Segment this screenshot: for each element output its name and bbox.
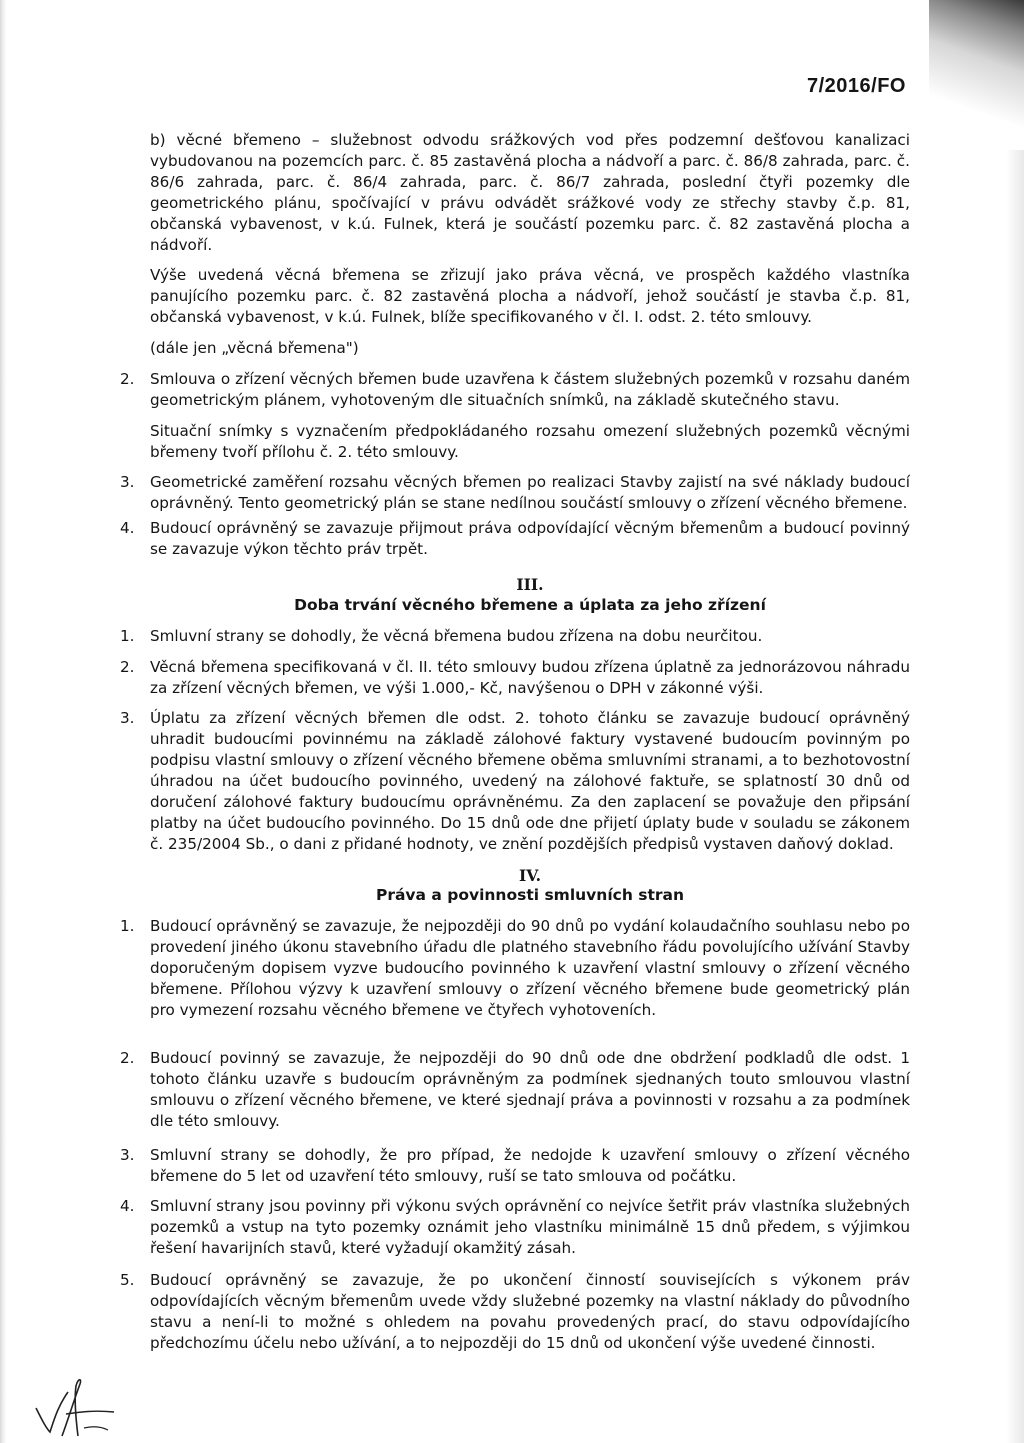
item-number: 3.: [120, 709, 135, 727]
section-4-item-2: [150, 1048, 910, 1132]
section-4-item-1: [150, 916, 910, 1021]
section-4-item-3-text: Smluvní strany se dohodly, že pro případ, že nedojde k uzavření smlouvy o zřízení věcného břemene do 5 let od uzavření této smlouvy, ruší se tato smlouva od počátku.: [150, 1146, 910, 1185]
section-3-item-3: [150, 708, 910, 855]
item-number: 2.: [120, 370, 135, 388]
handwritten-initials-icon: [28, 1370, 128, 1440]
section-4-item-3: [150, 1145, 910, 1187]
item-3: [150, 472, 910, 514]
section-4-title: Práva a povinnosti smluvních stran: [375, 886, 685, 904]
section-4-item-4: [150, 1196, 910, 1259]
item-number: 1.: [120, 627, 135, 645]
paragraph-beneficiary: [150, 265, 910, 328]
paragraph-definition-text: (dále jen „věcná břemena"): [150, 339, 359, 357]
section-3-item-2: [150, 657, 910, 699]
item-4-text: Budoucí oprávněný se zavazuje přijmout práva odpovídající věcným břemenům a budoucí povinný se zavazuje výkon těchto práv trpět.: [150, 519, 910, 558]
section-3-item-1: [150, 626, 910, 647]
scan-edge-left: [0, 0, 7, 1443]
section-4-item-1-text: Budoucí oprávněný se zavazuje, že nejpozději do 90 dnů po vydání kolaudačního souhlasu nebo po provedení jiného úkonu stavebního úřadu dle platného stavebního řádu povolujícího užívání Stavby doporučeným dopisem vyzve budoucího povinného k uzavření vlastní smlouvy o zřízení věcného břemene. Přílohou výzvy k uzavření smlouvy o zřízení věcného břemene bude geometrický plán pro vymezení rozsahu věcného břemene ve čtyřech vyhotoveních.: [150, 917, 910, 1019]
item-4: [150, 518, 910, 560]
item-number: 4.: [120, 1197, 135, 1215]
item-number: 2.: [120, 1049, 135, 1067]
item-number: 4.: [120, 519, 135, 537]
item-2-text: Smlouva o zřízení věcných břemen bude uzavřena k částem služebných pozemků v rozsahu daném geometrickým plánem, vyhotoveným dle situačních snímků, na základě skutečného stavu.: [150, 370, 910, 409]
section-4-item-2-text: Budoucí povinný se zavazuje, že nejpozději do 90 dnů ode dne obdržení podkladů dle odst. 1 tohoto článku uzavře s budoucím oprávněným za podmínek sjednaných touto smlouvou vlastní smlouvu o zřízení věcného břemene, ve které sjednají práva a povinnosti v rozsahu a za podmínek dle této smlouvy.: [150, 1049, 910, 1130]
section-3-item-1-text: Smluvní strany se dohodly, že věcná břemena budou zřízena na dobu neurčitou.: [150, 627, 763, 645]
item-number: 1.: [120, 917, 135, 935]
section-4-number: IV.: [519, 866, 541, 885]
item-2-extra-text: Situační snímky s vyznačením předpokládaného rozsahu omezení služebných pozemků věcnými břemeny tvoří přílohu č. 2. této smlouvy.: [150, 422, 910, 461]
section-4-item-5-text: Budoucí oprávněný se zavazuje, že po ukončení činností souvisejících s výkonem práv odpovídajících věcným břemenům uvede vždy služebné pozemky na vlastní náklady do původního stavu a není-li to možné s ohledem na povahu provedených prací, do stavu odpovídajícího předchozímu účelu nebo užívání, a to nejpozději do 15 dnů od ukončení výše uvedené činnosti.: [150, 1271, 910, 1352]
item-2: [150, 369, 910, 411]
section-3-item-2-text: Věcná břemena specifikovaná v čl. II. této smlouvy budou zřízena úplatně za jednorázovou náhradu za zřízení věcných břemen, ve výši 1.000,- Kč, navýšenou o DPH v zákonné výši.: [150, 658, 910, 697]
paragraph-beneficiary-text: Výše uvedená věcná břemena se zřizují jako práva věcná, ve prospěch každého vlastníka panujícího pozemku parc. č. 82 zastavěná plocha a nádvoří, jehož součástí je stavba č.p. 81, občanská vybavenost, v k.ú. Fulnek, blíže specifikovaného v čl. I. odst. 2. této smlouvy.: [150, 266, 910, 326]
section-3-number: III.: [516, 575, 544, 594]
paragraph-b-text: b) věcné břemeno – služebnost odvodu srážkových vod přes podzemní dešťovou kanalizaci vybudovanou na pozemcích parc. č. 85 zastavěná plocha a nádvoří a parc. č. 86/8 zahrada, parc. č. 86/6 zahrada, parc. č. 86/4 zahrada, parc. č. 86/7 zahrada, poslední čtyři pozemky dle geometrického plánu, spočívající v právu odvádět srážkové vody ze střechy stavby č.p. 81, občanská vybavenost, v k.ú. Fulnek, která je součástí pozemku parc. č. 82 zastavěná plocha a nádvoří.: [150, 131, 910, 254]
item-number: 3.: [120, 473, 135, 491]
document-number: 7/2016/FO: [806, 75, 906, 97]
item-2-extra: [150, 421, 910, 463]
section-4-item-4-text: Smluvní strany jsou povinny při výkonu svých oprávnění co nejvíce šetřit práv vlastníka služebných pozemků a vstup na tyto pozemky oznámit jeho vlastníku minimálně 15 dnů předem, s výjimkou řešení havarijních stavů, které vyžadují okamžitý zásah.: [150, 1197, 910, 1257]
scan-folded-corner: [929, 0, 1024, 150]
item-3-text: Geometrické zaměření rozsahu věcných břemen po realizaci Stavby zajistí na své náklady budoucí oprávněný. Tento geometrický plán se stane nedílnou součástí smlouvy o zřízení věcného břemene.: [150, 473, 910, 512]
item-number: 3.: [120, 1146, 135, 1164]
section-3-title: Doba trvání věcného břemene a úplata za jeho zřízení: [294, 596, 766, 614]
paragraph-b: [150, 130, 910, 256]
section-3-item-3-text: Úplatu za zřízení věcných břemen dle odst. 2. tohoto článku se zavazuje budoucí oprávněný uhradit budoucími povinnému na základě zálohové faktury vystavené budoucím povinným po podpisu vlastní smlouvy o zřízení věcného břemene oběma smluvními stranami, a to bezhotovostní úhradou na účet budoucího povinného, uvedený na zálohové faktuře, se splatností 30 dnů od doručení zálohové faktury budoucímu oprávněnému. Za den zaplacení se považuje den připsání platby na účet budoucího povinného. Do 15 dnů ode dne přijetí úplaty bude v souladu se zákonem č. 235/2004 Sb., o dani z přidané hodnoty, ve znění pozdějších předpisů vystaven daňový doklad.: [150, 709, 910, 853]
item-number: 5.: [120, 1271, 135, 1289]
scan-edge-right: [1006, 150, 1024, 1443]
paragraph-definition: [150, 338, 910, 359]
section-4-item-5: [150, 1270, 910, 1354]
item-number: 2.: [120, 658, 135, 676]
